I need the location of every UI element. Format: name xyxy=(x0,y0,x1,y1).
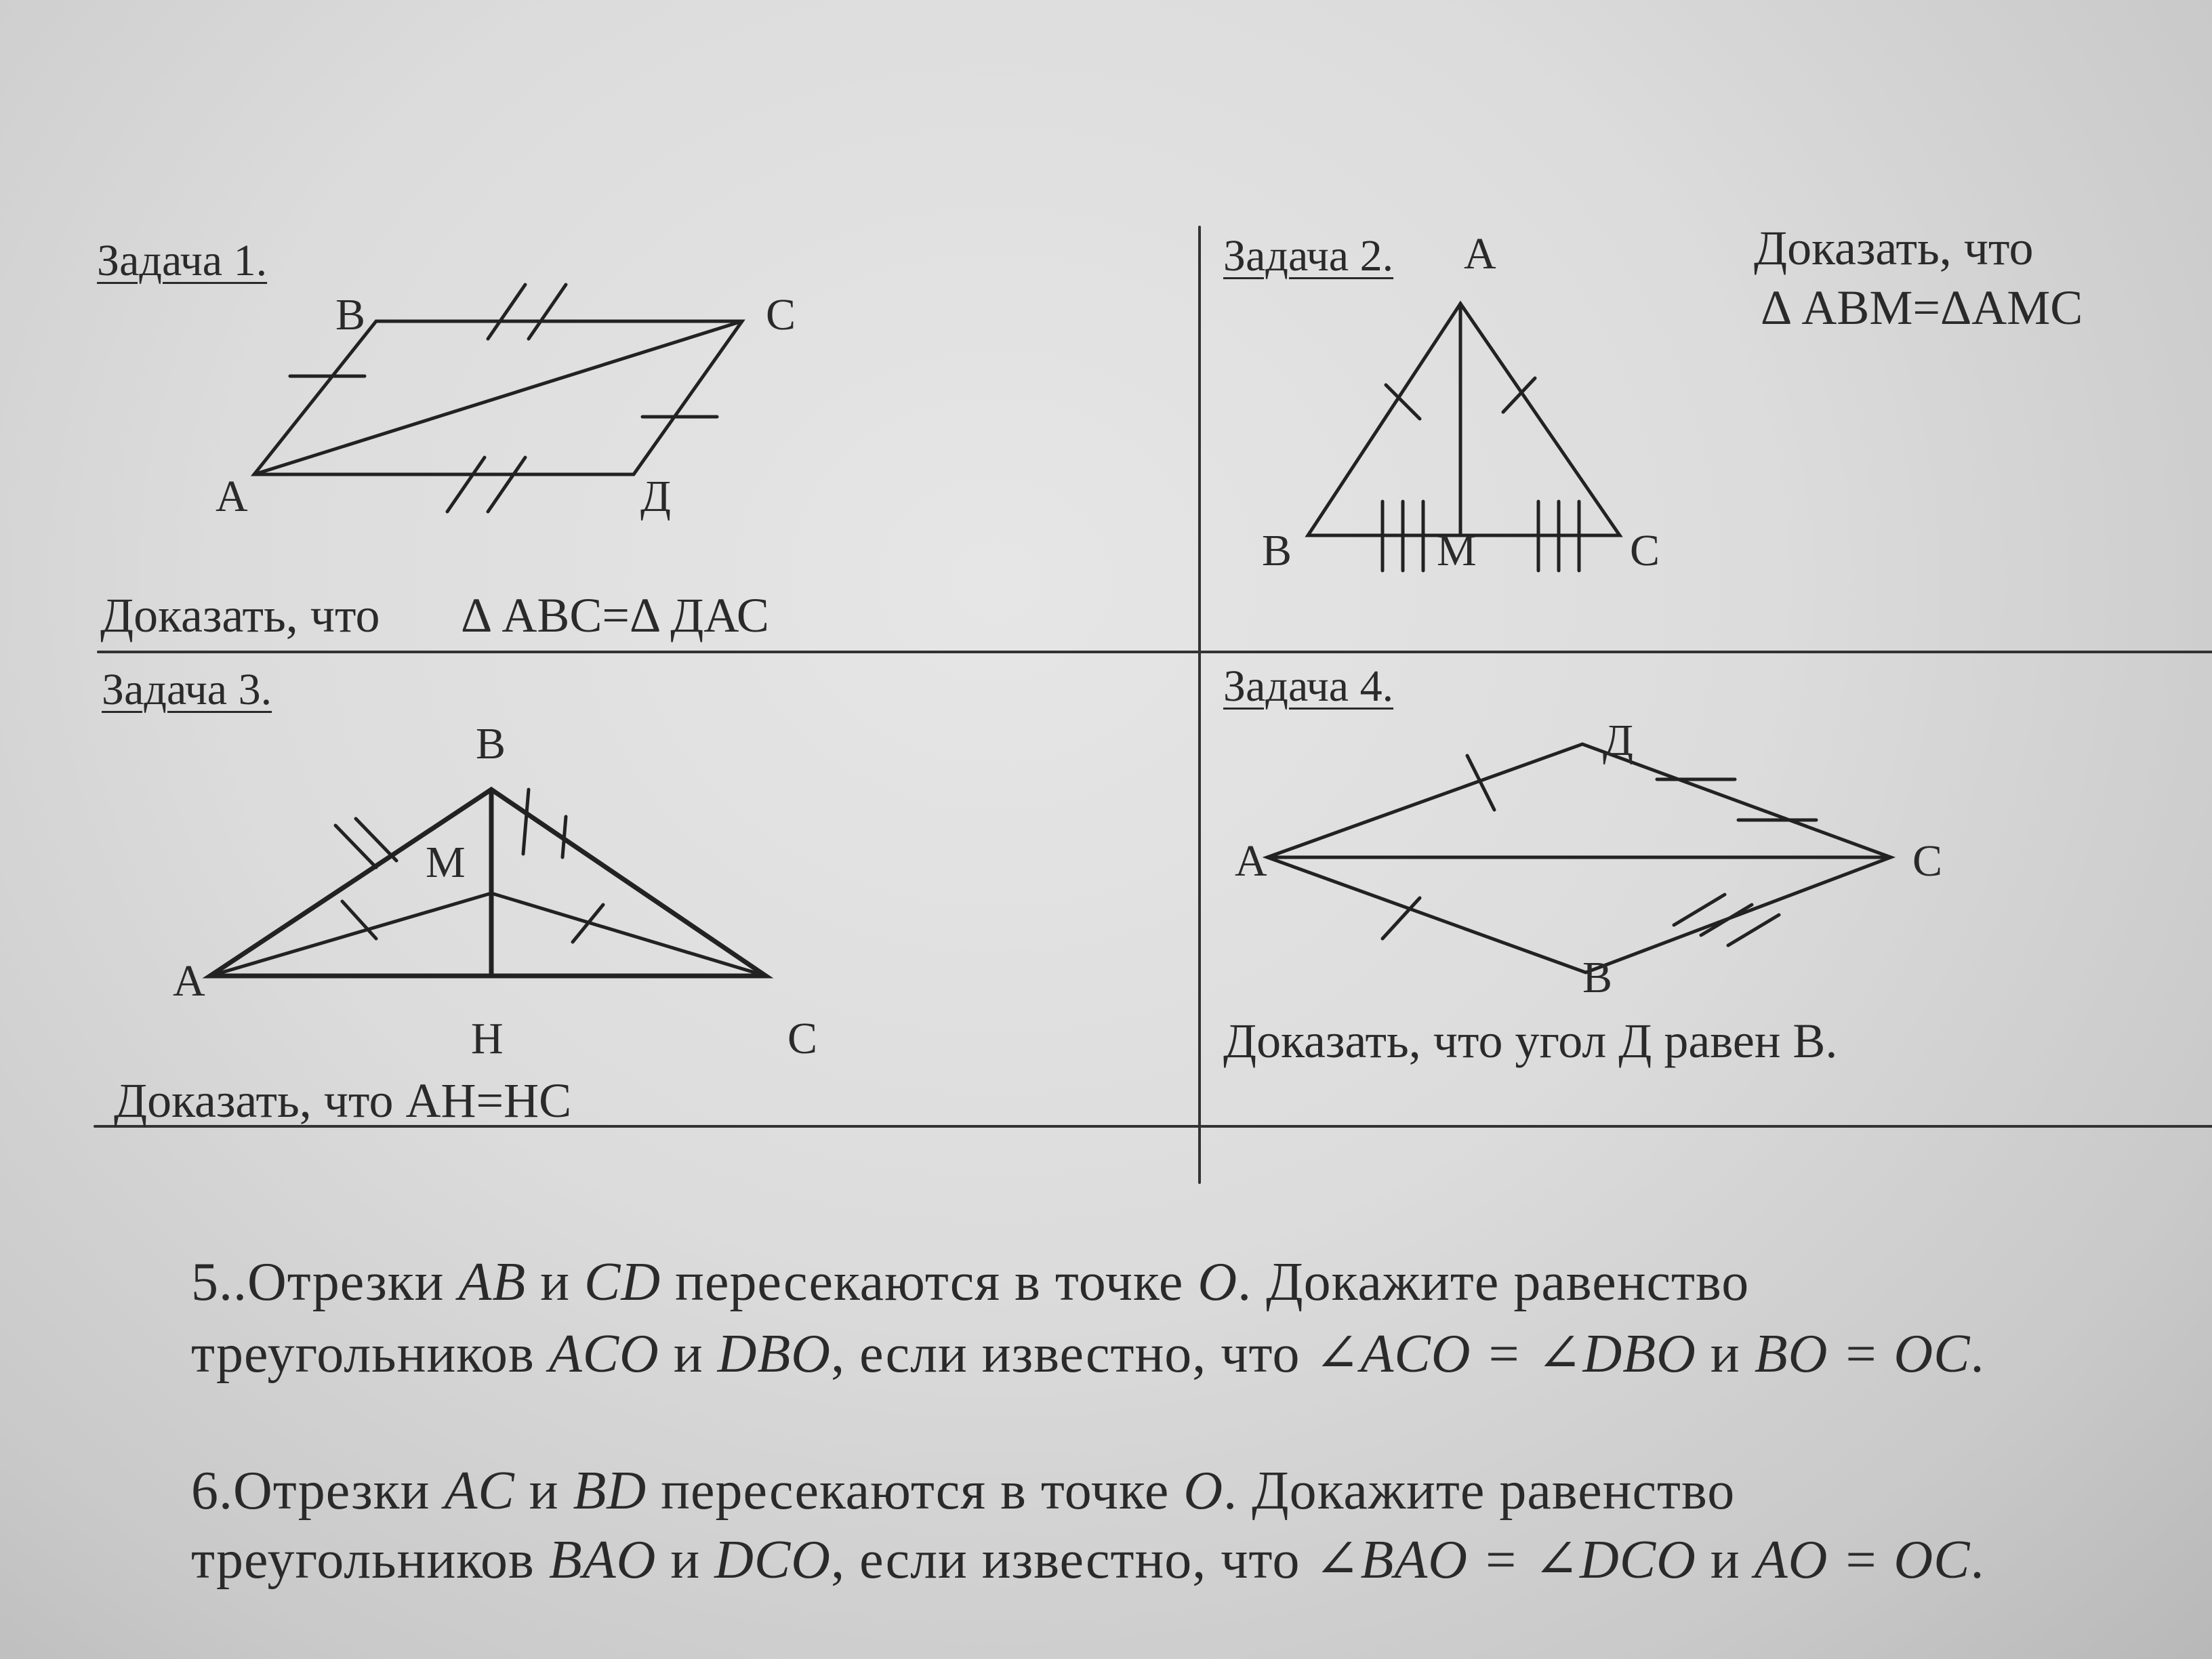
task3-figure xyxy=(210,790,766,976)
task2-label-m: М xyxy=(1437,526,1477,575)
task2-triangle xyxy=(1308,304,1620,535)
problem6-line1 xyxy=(191,1461,1736,1521)
p5-segment-ab: AB xyxy=(458,1252,527,1312)
task4-figure xyxy=(1267,744,1891,972)
task3-segment-mc xyxy=(491,893,766,976)
p5-text: . xyxy=(1970,1324,1985,1384)
p5-text: и xyxy=(526,1252,585,1312)
task4-label-c: С xyxy=(1912,836,1943,886)
task3-title: Задача 3. xyxy=(102,665,272,714)
task2-claim: Δ АВМ=ΔАМС xyxy=(1761,281,2083,335)
p5-text: треугольников xyxy=(191,1324,549,1384)
p6-segment-ac: AC xyxy=(444,1461,515,1521)
p6-triangle-bao: BAO xyxy=(548,1530,657,1590)
task3-label-a: А xyxy=(173,956,205,1006)
task1-label-b: В xyxy=(335,290,366,340)
task3-label-h: Н xyxy=(471,1014,504,1063)
task1-tick-bc-2 xyxy=(529,285,566,339)
task4-tick-bc-1 xyxy=(1674,895,1725,925)
task3-segment-am xyxy=(210,893,491,976)
p5-text: пересекаются в точке xyxy=(661,1252,1198,1312)
task3-triangle xyxy=(210,790,766,976)
p6-text: и xyxy=(1696,1530,1755,1590)
p5-text: . Докажите равенство xyxy=(1237,1252,1750,1312)
task3-tick-mc xyxy=(573,905,603,942)
p5-text: , если известно, что xyxy=(831,1324,1315,1384)
task3-tick-bc-2 xyxy=(562,817,566,857)
task2-title: Задача 2. xyxy=(1223,231,1394,281)
problem5-line1 xyxy=(191,1252,1750,1312)
task2-statement: Доказать, что xyxy=(1754,221,2034,275)
task1-label-d: Д xyxy=(640,472,672,521)
task4-tick-bc-2 xyxy=(1701,905,1752,935)
task4-label-a: А xyxy=(1235,836,1267,886)
p5-angle-equality: ∠ACO = ∠DBO xyxy=(1314,1324,1696,1384)
p6-segment-bd: BD xyxy=(573,1461,647,1521)
p5-text: и xyxy=(1696,1324,1755,1384)
task3-label-c: С xyxy=(787,1014,818,1063)
problem6-line2 xyxy=(191,1530,1985,1590)
task2-label-a: А xyxy=(1464,229,1496,279)
task2-label-b: В xyxy=(1262,526,1292,575)
task4-statement: Доказать, что угол Д равен В. xyxy=(1223,1014,1838,1068)
p5-segment-equality: BO = OC xyxy=(1754,1324,1971,1384)
p6-point-o: O xyxy=(1183,1461,1224,1521)
task1-tick-bc-1 xyxy=(488,285,525,339)
task2-label-c: С xyxy=(1630,526,1660,575)
p6-text: пересекаются в точке xyxy=(647,1461,1184,1521)
p6-angle-equality: ∠BAO = ∠DCO xyxy=(1314,1530,1696,1590)
task3-tick-bc-1 xyxy=(523,790,529,854)
p6-segment-equality: AO = OC xyxy=(1754,1530,1971,1590)
task3-label-b: В xyxy=(476,719,506,769)
task1-diagonal-ac xyxy=(254,321,742,474)
task1-statement: Доказать, что xyxy=(100,588,380,642)
task4-label-d: Д xyxy=(1603,716,1634,765)
task3-statement: Доказать, что АН=НС xyxy=(114,1073,572,1128)
p6-text: . xyxy=(1970,1530,1985,1590)
task1-tick-ad-1 xyxy=(447,457,485,512)
p5-segment-cd: CD xyxy=(584,1252,661,1312)
p5-triangle-aco: ACO xyxy=(548,1324,659,1384)
task1-title: Задача 1. xyxy=(97,236,268,285)
p6-text: треугольников xyxy=(191,1530,549,1590)
p6-text: 6.Отрезки xyxy=(191,1461,445,1521)
p5-triangle-dbo: DBO xyxy=(717,1324,832,1384)
task1-claim: Δ АВС=Δ ДАС xyxy=(461,588,769,642)
p5-text: 5..Отрезки xyxy=(191,1252,459,1312)
p6-text: , если известно, что xyxy=(831,1530,1315,1590)
task4-tick-bc-3 xyxy=(1728,915,1779,945)
p6-text: и xyxy=(656,1530,715,1590)
task4-label-b: В xyxy=(1582,953,1613,1002)
task1-label-a: А xyxy=(216,472,248,521)
problem5-line2 xyxy=(191,1324,1985,1384)
p6-text: и xyxy=(514,1461,573,1521)
p5-point-o: O xyxy=(1197,1252,1238,1312)
task1-tick-ad-2 xyxy=(488,457,525,512)
p6-triangle-dco: DCO xyxy=(714,1530,832,1590)
task3-label-m: М xyxy=(426,838,466,887)
task4-title: Задача 4. xyxy=(1223,661,1394,711)
p6-text: . Докажите равенство xyxy=(1223,1461,1736,1521)
p5-text: и xyxy=(659,1324,718,1384)
task1-label-c: С xyxy=(766,290,796,340)
